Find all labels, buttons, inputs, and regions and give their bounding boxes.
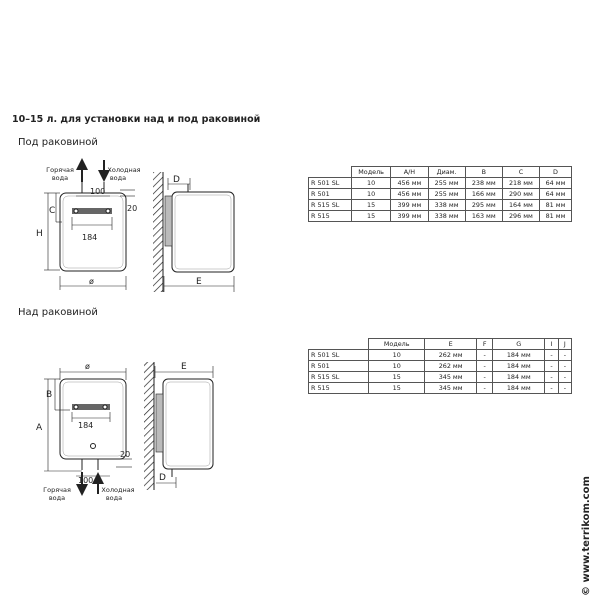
table-cell: - (477, 372, 493, 383)
table-cell: 262 мм (424, 350, 476, 361)
table-cell: 255 мм (428, 189, 465, 200)
table-cell: - (477, 361, 493, 372)
table-row (309, 361, 572, 372)
table-cell: 184 мм (493, 350, 545, 361)
table-row (309, 372, 572, 383)
table-cell: R 501 SL (309, 178, 352, 189)
label-hot-water-2: вода (51, 174, 69, 182)
table-cell: R 501 (309, 361, 369, 372)
table-cell: 456 мм (391, 178, 428, 189)
table-row (309, 200, 572, 211)
table-cell: R 515 SL (309, 372, 369, 383)
label-dim-184-under: 184 (82, 233, 98, 242)
table-header: F (477, 339, 493, 350)
table-cell: R 515 (309, 383, 369, 394)
table-cell: - (477, 383, 493, 394)
table-cell: 218 мм (502, 178, 539, 189)
table-cell: 164 мм (502, 200, 539, 211)
table-cell: 15 (351, 211, 390, 222)
section-heading-over-sink: Над раковиной (18, 307, 98, 318)
table-cell: - (558, 350, 571, 361)
table-header: Модель (351, 167, 390, 178)
page-title: 10–15 л. для установки над и под раковиной (12, 114, 261, 125)
label-cold-water-over-2: вода (105, 494, 123, 502)
table-cell: 10 (369, 350, 425, 361)
label-dim-e-under: E (196, 277, 202, 287)
table-cell: 184 мм (493, 372, 545, 383)
label-dim-h: H (36, 229, 43, 239)
under-sink-side-view (153, 172, 234, 292)
label-cold-water-over-1: Холодная (101, 486, 135, 494)
table-cell: 290 мм (502, 189, 539, 200)
label-dim-b: B (46, 390, 53, 400)
label-dim-c-under: C (49, 206, 56, 216)
table-header: Диам. (428, 167, 465, 178)
table-row (309, 189, 572, 200)
table-header: A/H (391, 167, 428, 178)
section-heading-under-sink: Под раковиной (18, 137, 98, 148)
table-cell: 456 мм (391, 189, 428, 200)
table-header: J (558, 339, 571, 350)
label-dim-d-over: D (159, 473, 166, 483)
table-row (309, 383, 572, 394)
table-cell: 296 мм (502, 211, 539, 222)
table-row (309, 178, 572, 189)
label-dim-20-over: 20 (120, 450, 131, 459)
table-cell: 10 (351, 189, 390, 200)
table-cell: 81 мм (540, 200, 572, 211)
table-cell: - (477, 350, 493, 361)
label-dim-a: A (36, 423, 43, 433)
table-cell: R 515 SL (309, 200, 352, 211)
table-cell: - (545, 361, 558, 372)
table-cell: 399 мм (391, 200, 428, 211)
table-cell: 295 мм (465, 200, 502, 211)
label-cold-water-1: Холодная (107, 166, 141, 174)
table-cell: 166 мм (465, 189, 502, 200)
table-cell: - (545, 350, 558, 361)
table-row (309, 350, 572, 361)
table-cell: - (558, 383, 571, 394)
table-header: B (465, 167, 502, 178)
table-cell: 338 мм (428, 200, 465, 211)
table-cell: R 501 SL (309, 350, 369, 361)
table-cell: 10 (351, 178, 390, 189)
label-cold-water-2: вода (109, 174, 127, 182)
label-dim-20-under: 20 (127, 204, 138, 213)
table-header: D (540, 167, 572, 178)
table-cell: 10 (369, 361, 425, 372)
label-dim-d-under: D (173, 175, 180, 185)
table-header: C (502, 167, 539, 178)
label-dim-100-over: 100 (78, 476, 94, 485)
label-dim-100-under: 100 (90, 187, 106, 196)
table-cell: - (558, 372, 571, 383)
table-cell: 399 мм (391, 211, 428, 222)
table-cell: 184 мм (493, 383, 545, 394)
label-hot-water-over-2: вода (48, 494, 66, 502)
table-cell: - (558, 361, 571, 372)
table-cell: 15 (369, 383, 425, 394)
over-sink-side-view (144, 362, 213, 490)
label-dim-184-over: 184 (78, 421, 94, 430)
table-cell: R 501 (309, 189, 352, 200)
label-hot-water-1: Горячая (46, 166, 74, 174)
table-cell: 163 мм (465, 211, 502, 222)
table-cell: 345 мм (424, 372, 476, 383)
table-header: I (545, 339, 558, 350)
table-cell: 338 мм (428, 211, 465, 222)
table-cell: - (545, 372, 558, 383)
table-header: G (493, 339, 545, 350)
table-row (309, 211, 572, 222)
table-cell: 184 мм (493, 361, 545, 372)
spec-table-over-sink (308, 338, 572, 394)
table-cell: 15 (351, 200, 390, 211)
table-cell: 64 мм (540, 189, 572, 200)
label-hot-water-over-1: Горячая (43, 486, 71, 494)
table-cell: 238 мм (465, 178, 502, 189)
label-dim-o-over: ø (85, 362, 90, 371)
label-dim-o-under: ø (89, 277, 94, 286)
table-cell: 81 мм (540, 211, 572, 222)
table-cell: 345 мм (424, 383, 476, 394)
table-cell: 64 мм (540, 178, 572, 189)
table-cell: 15 (369, 372, 425, 383)
table-cell: 262 мм (424, 361, 476, 372)
table-header: Модель (369, 339, 425, 350)
table-cell: R 515 (309, 211, 352, 222)
table-header: E (424, 339, 476, 350)
table-cell: 255 мм (428, 178, 465, 189)
spec-table-under-sink (308, 166, 572, 222)
watermark: © www.terrikom.com (581, 476, 592, 596)
label-dim-e-over: E (181, 362, 187, 372)
table-cell: - (545, 383, 558, 394)
